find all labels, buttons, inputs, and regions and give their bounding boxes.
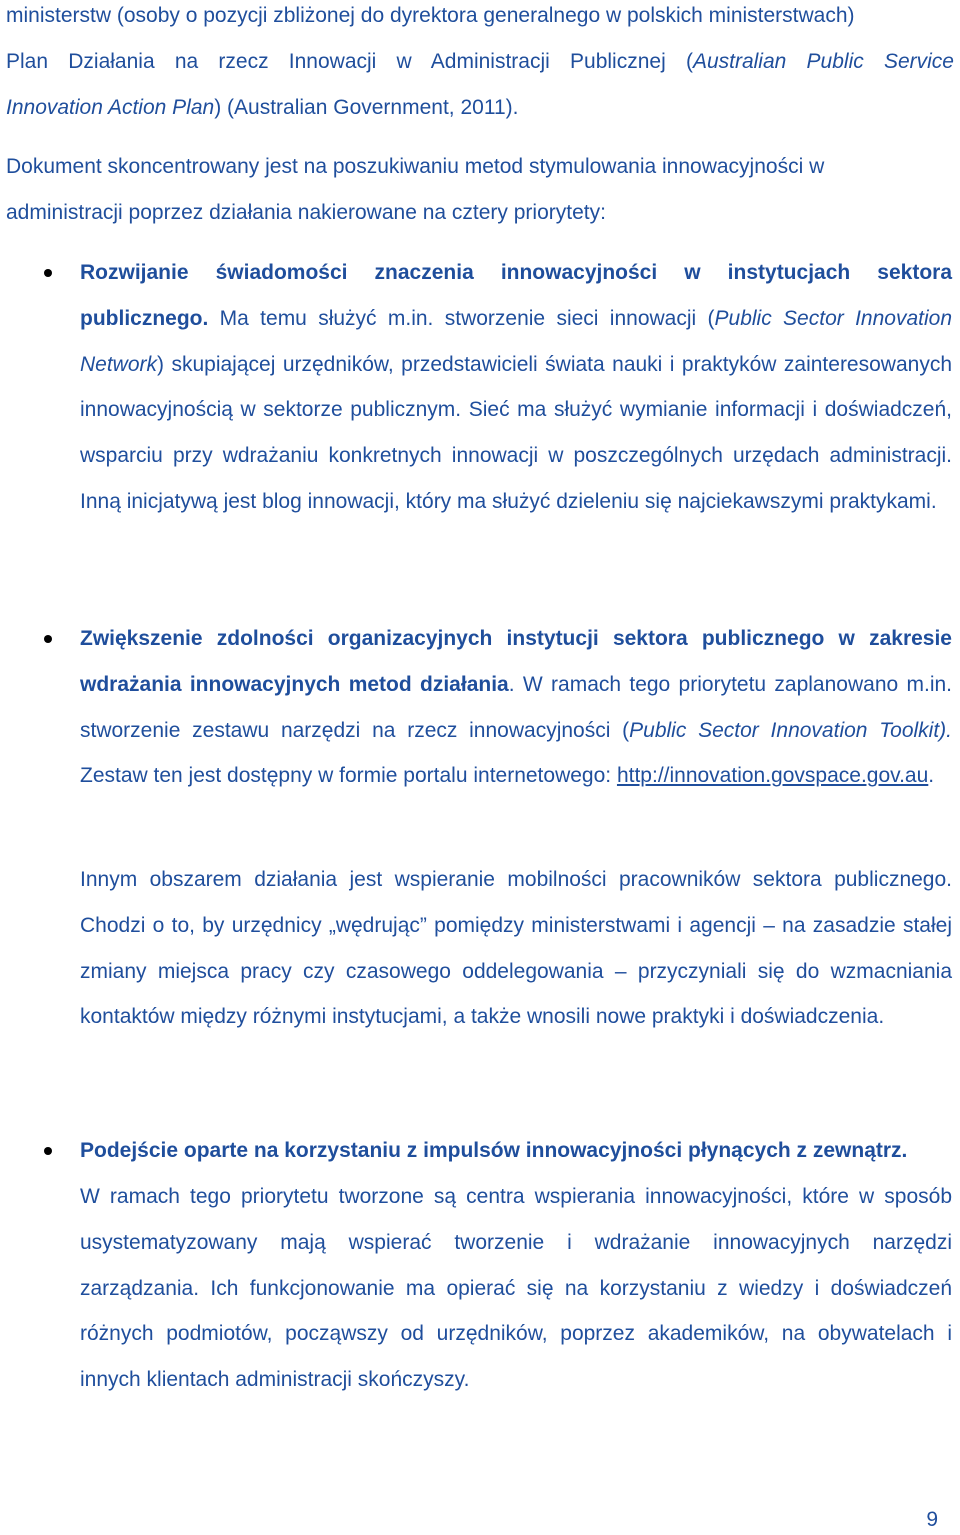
intro-line-2 bbox=[6, 50, 954, 74]
bullet-3-heading: Podejście oparte na korzystaniu z impulsów innowacyjności płynących z zewnątrz. bbox=[80, 1139, 908, 1162]
bullet-3-heading-block bbox=[80, 1128, 952, 1174]
intro-line-3-italic: Innovation Action Plan bbox=[6, 96, 215, 119]
intro-line-3-text: ) (Australian Government, 2011). bbox=[214, 96, 519, 119]
bullet-1-italic: Public Sector Innovation Network bbox=[80, 306, 952, 376]
bullet-1-text-c: ) skupiającej urzędników, przedstawicieli świata nauki i praktyków zainteresowanych innowacyjnością w sektorze publicznym. Sieć ma służyć wymianie informacji i doświadczeń, wsparciu przy wdrażaniu konkretnych innowacji w poszczególnych urzędach administracji. Inną inicjatywą jest blog innowacji, który ma służyć dzieleniu się najciekawszymi praktykami. bbox=[80, 352, 952, 513]
bullet-2-text-c: Zestaw ten jest dostępny w formie portalu internetowego: bbox=[80, 764, 617, 788]
intro-line-3 bbox=[6, 96, 518, 120]
bullet-2-paragraph-2: Innym obszarem działania jest wspieranie mobilności pracowników sektora publicznego. Chodzi o to, by urzędnicy „wędrując” pomiędzy ministerstwami i agencji – na zasadzie stałej zmiany miejsca pracy czy czasowego oddelegowania – przyczyniali się do wzmacniania kontaktów między różnymi instytucjami, a także wnosili nowe praktyki i doświadczenia. bbox=[80, 868, 952, 1029]
intro-line-4: Dokument skoncentrowany jest na poszukiwaniu metod stymulowania innowacyjności w bbox=[6, 155, 825, 178]
bullet-2-dot bbox=[44, 635, 52, 643]
bullet-2-text-a: . W ramach tego priorytetu zaplanowano m.in. stworzenie zestawu narzędzi na rzecz innowacyjności ( bbox=[80, 672, 952, 742]
bullet-2-italic: Public Sector Innovation Toolkit). bbox=[629, 718, 952, 742]
bullet-1 bbox=[80, 250, 952, 525]
intro-line-5: administracji poprzez działania nakierowane na cztery priorytety: bbox=[6, 201, 606, 224]
bullet-3-dot bbox=[44, 1147, 52, 1155]
bullet-2-heading: Zwiększenie zdolności organizacyjnych instytucji sektora publicznego w zakresie wdrażania innowacyjnych metod działania bbox=[80, 627, 952, 696]
intro-line-2-italic: Australian Public Service bbox=[692, 50, 954, 73]
bullet-1-dot bbox=[44, 269, 52, 277]
intro-line-2-text: Plan Działania na rzecz Innowacji w Administracji Publicznej ( bbox=[6, 50, 693, 73]
bullet-1-text-a: Ma temu służyć m.in. stworzenie sieci innowacji ( bbox=[208, 306, 715, 330]
intro-line-1: ministerstw (osoby o pozycji zbliżonej do dyrektora generalnego w polskich ministerstwach) bbox=[6, 4, 855, 27]
bullet-2-text-d: . bbox=[928, 764, 935, 788]
govspace-link[interactable]: http://innovation.govspace.gov.au bbox=[616, 764, 929, 788]
page-number: 9 bbox=[926, 1508, 938, 1531]
bullet-1-heading: Rozwijanie świadomości znaczenia innowacyjności w instytucjach sektora publicznego. bbox=[80, 261, 952, 330]
bullet-2 bbox=[80, 616, 952, 799]
bullet-3-paragraph: W ramach tego priorytetu tworzone są centra wspierania innowacyjności, które w sposób usystematyzowany mają wspierać tworzenie i wdrażanie innowacyjnych narzędzi zarządzania. Ich funkcjonowanie ma opierać się na korzystaniu z wiedzy i doświadczeń różnych podmiotów, począwszy od urzędników, poprzez akademików, na obywatelach i innych klientach administracji skończyszy. bbox=[80, 1185, 952, 1392]
